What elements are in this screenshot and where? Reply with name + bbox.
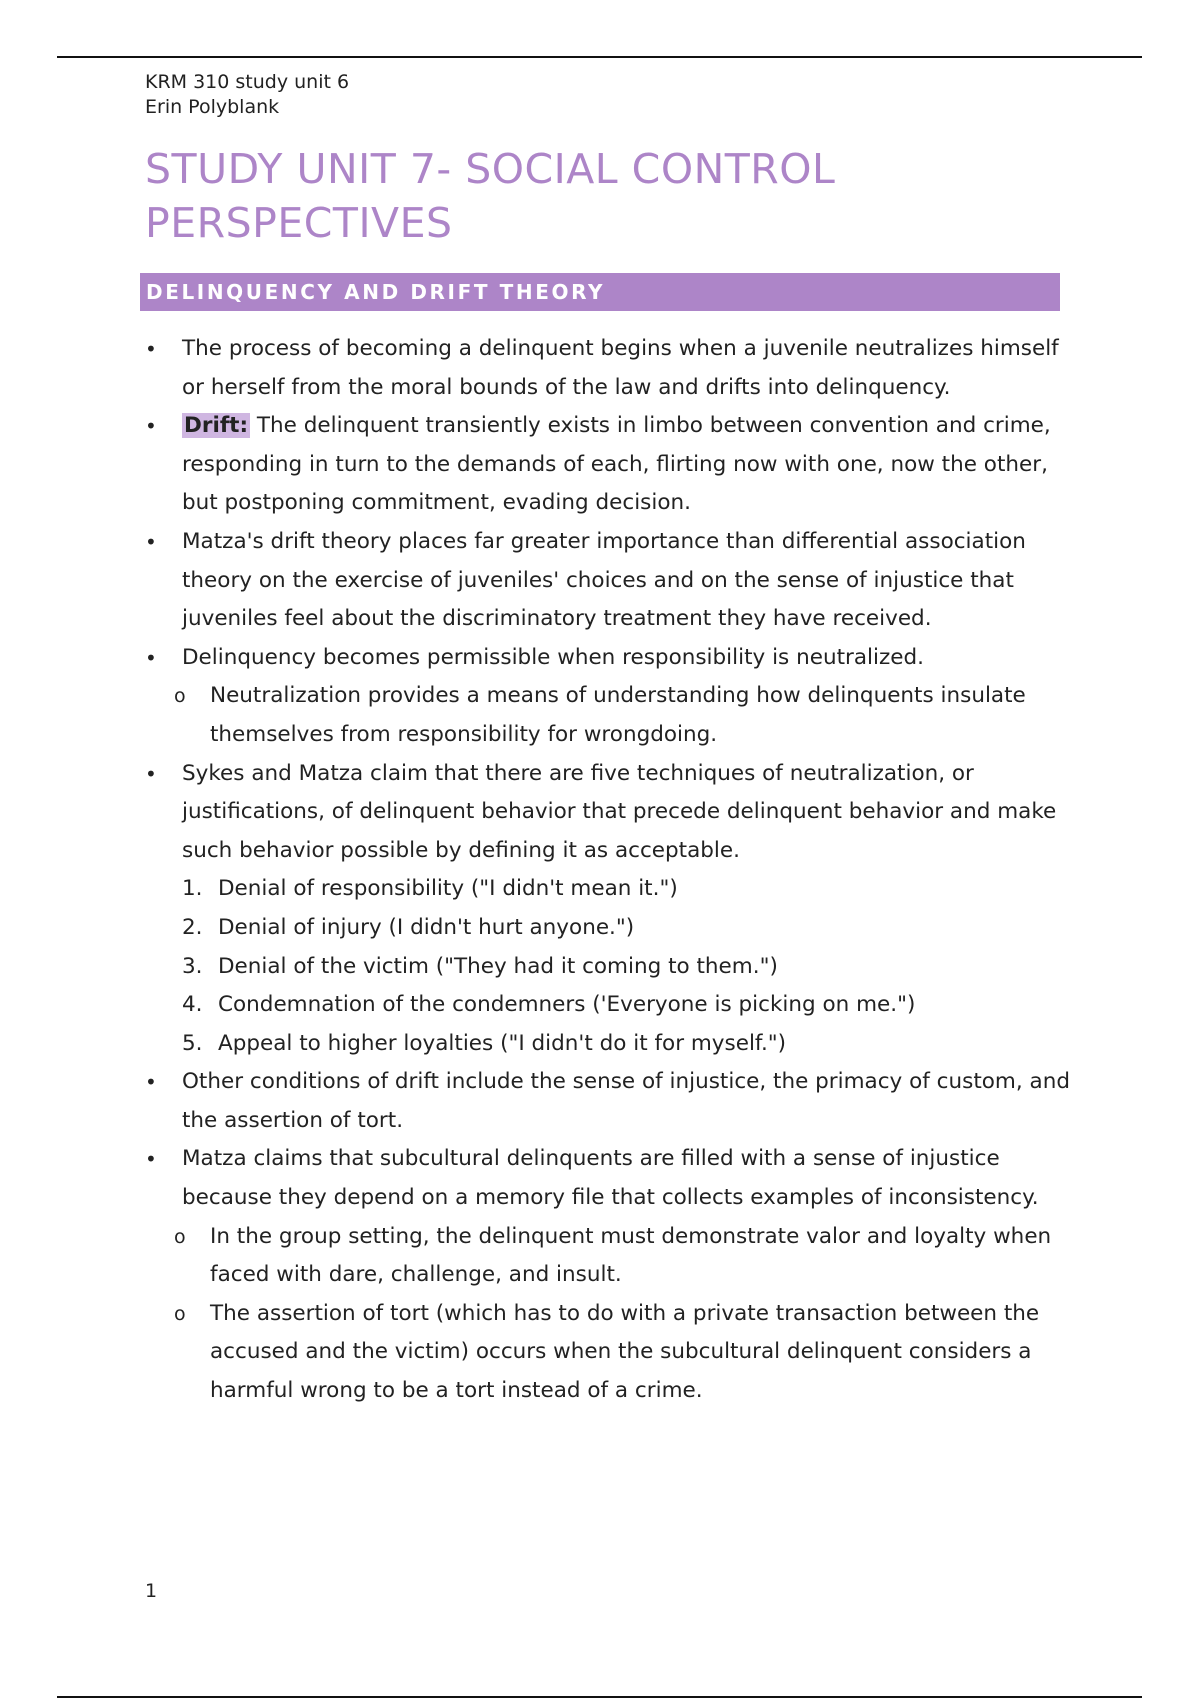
numbered-item — [140, 1025, 1080, 1064]
item-number: 2. — [182, 914, 203, 940]
bullet-text: The delinquent transiently exists in limbo between convention and crime, responding in turn to the demands of each, flirting now with one, now the other, but postponing commitment, evading decision. — [182, 413, 1051, 516]
title-line-2: PERSPECTIVES — [145, 199, 453, 247]
highlighted-term: Drift: — [184, 413, 249, 439]
bottom-rule — [57, 1696, 1142, 1698]
page-title — [145, 142, 1065, 250]
page-number: 1 — [145, 1580, 158, 1602]
sub-bullet-item: o Neutralization provides a means of understanding how delinquents insulate themselves from responsibility for wrongdoing. — [140, 677, 1080, 754]
item-number: 1. — [182, 876, 203, 902]
bullet-item: • Matza claims that subcultural delinquents are filled with a sense of injustice because they depend on a memory file that collects examples of inconsistency. — [140, 1140, 1080, 1217]
title-line-1: STUDY UNIT 7- SOCIAL CONTROL — [145, 145, 836, 193]
bullet-item: • Delinquency becomes permissible when responsibility is neutralized. — [140, 639, 1080, 678]
bullet-item: • Sykes and Matza claim that there are five techniques of neutralization, or justifications, of delinquent behavior that precede delinquent behavior and make such behavior possible by defining it as acceptable. — [140, 755, 1080, 871]
numbered-item — [140, 948, 1080, 987]
bullet-item: • Other conditions of drift include the sense of injustice, the primacy of custom, and the assertion of tort. — [140, 1063, 1080, 1140]
item-text: Denial of the victim ("They had it coming to them.") — [218, 953, 778, 979]
item-number: 4. — [182, 992, 203, 1018]
course-label: KRM 310 study unit 6 — [145, 71, 350, 93]
sub-bullet-item: o In the group setting, the delinquent must demonstrate valor and loyalty when faced with dare, challenge, and insult. — [140, 1218, 1080, 1295]
author-name: Erin Polyblank — [145, 96, 280, 118]
item-number: 3. — [182, 953, 203, 979]
bullet-item: • Matza's drift theory places far greater importance than differential association theory on the exercise of juveniles' choices and on the sense of injustice that juveniles feel about the discriminatory treatment they have received. — [140, 523, 1080, 639]
item-text: Appeal to higher loyalties ("I didn't do it for myself.") — [218, 1030, 787, 1056]
item-number: 5. — [182, 1030, 203, 1056]
sub-bullet-item: o The assertion of tort (which has to do with a private transaction between the accused and the victim) occurs when the subcultural delinquent considers a harmful wrong to be a tort instead of a crime. — [140, 1295, 1080, 1411]
section-heading: DELINQUENCY AND DRIFT THEORY — [140, 273, 1060, 311]
bullet-item: • The process of becoming a delinquent begins when a juvenile neutralizes himself or herself from the moral bounds of the law and drifts into delinquency. — [140, 330, 1080, 407]
item-text: Denial of injury (I didn't hurt anyone.") — [218, 914, 635, 940]
top-rule — [57, 56, 1142, 58]
document-header — [145, 70, 349, 120]
bullet-item-drift — [140, 407, 1080, 523]
notes-list — [140, 330, 1080, 1411]
numbered-item — [140, 870, 1080, 909]
numbered-item — [140, 986, 1080, 1025]
item-text: Condemnation of the condemners ('Everyone is picking on me.") — [218, 992, 916, 1018]
item-text: Denial of responsibility ("I didn't mean it.") — [218, 876, 678, 902]
numbered-item — [140, 909, 1080, 948]
